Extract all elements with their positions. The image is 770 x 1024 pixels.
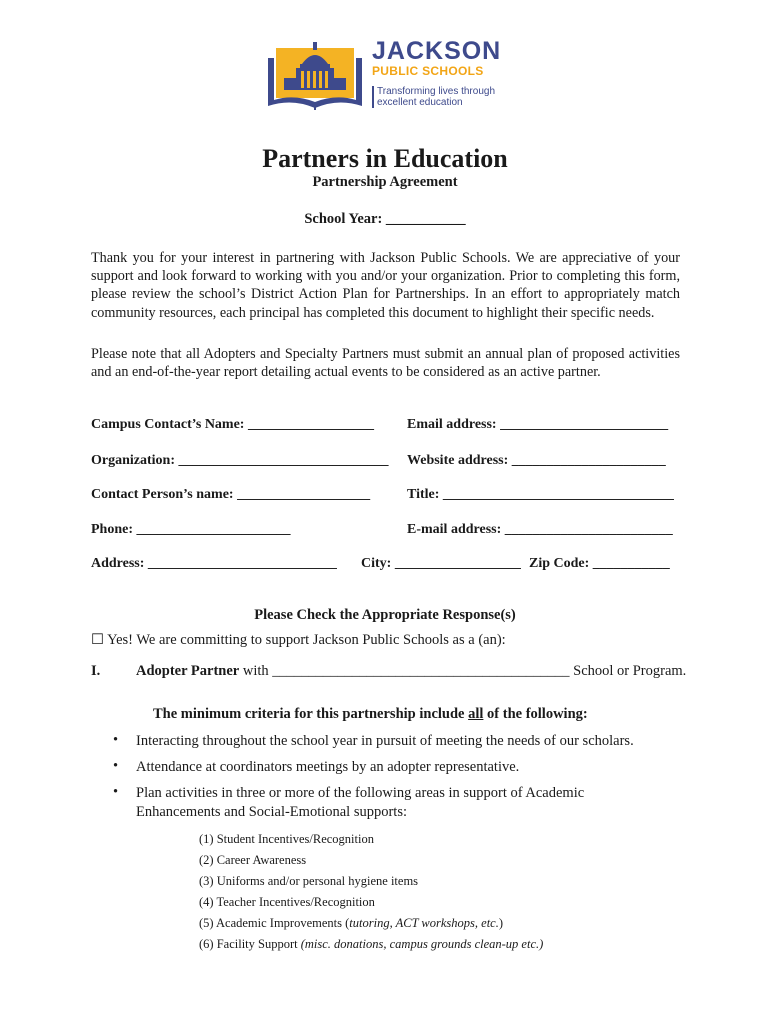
campus-contact-field[interactable]: Campus Contact’s Name: __________________ [91, 417, 374, 432]
organization-field[interactable]: Organization: ______________________________ [91, 453, 389, 468]
contact-person-field[interactable]: Contact Person’s name: ___________________ [91, 487, 371, 502]
jps-logo [266, 38, 506, 114]
bullet-icon: • [113, 732, 119, 748]
area-item: (1) Student Incentives/Recognition [199, 832, 374, 846]
adopter-partner-line[interactable] [136, 663, 686, 680]
criteria-text-emphasis: all [468, 706, 484, 722]
area-item: (4) Teacher Incentives/Recognition [199, 895, 375, 909]
city-field[interactable]: City: __________________ [361, 556, 521, 571]
area-item-text: (6) Facility Support [199, 937, 301, 951]
area-item-example: (misc. donations, campus grounds clean-up etc.) [300, 937, 544, 951]
email-address-field[interactable]: E-mail address: ________________________ [407, 522, 673, 537]
area-item: (2) Career Awareness [199, 853, 307, 867]
area-item [199, 937, 543, 952]
email-field[interactable]: Email address: ________________________ [407, 417, 669, 432]
website-field[interactable]: Website address: ______________________ [407, 453, 666, 468]
criteria-item: Attendance at coordinators meetings by an adopter representative. [136, 759, 520, 775]
adopter-partner-label: Adopter Partner [136, 663, 240, 679]
response-heading: Please Check the Appropriate Response(s) [254, 607, 516, 623]
yes-checkbox-option[interactable]: ☐ Yes! We are committing to support Jackson Public Schools as a (an): [91, 632, 506, 648]
address-field[interactable]: Address: ___________________________ [91, 556, 337, 571]
book-capitol-logo-icon [266, 40, 364, 112]
document-title: Partners in Education [262, 144, 508, 173]
section-numeral: I. [91, 663, 101, 679]
criteria-text-post: of the following: [483, 706, 588, 722]
phone-field[interactable]: Phone: ______________________ [91, 522, 291, 537]
note-paragraph: Please note that all Adopters and Specialty Partners must submit an annual plan of proposed activities and an end-of-the-year report detailing actual events to be considered as an active partner. [91, 346, 680, 381]
criteria-text-pre: The minimum criteria for this partnership include [153, 706, 469, 722]
area-item-suffix: ) [498, 916, 504, 930]
bullet-icon: • [113, 758, 119, 774]
area-item: (3) Uniforms and/or personal hygiene items [199, 874, 419, 888]
adopter-partner-blank: with _________________________________________ School or Program. [239, 663, 687, 679]
brand-subname: PUBLIC SCHOOLS [372, 64, 484, 78]
brand-name: JACKSON [372, 37, 502, 65]
tagline-line2: excellent education [377, 97, 463, 108]
criteria-item: Plan activities in three or more of the following areas in support of Academic Enhancements and Social-Emotional supports: [136, 785, 585, 820]
tagline-line1: Transforming lives through [377, 86, 496, 97]
bullet-icon: • [113, 784, 119, 800]
document-subtitle: Partnership Agreement [312, 174, 458, 190]
title-field[interactable]: Title: _________________________________ [407, 487, 674, 502]
criteria-heading [153, 706, 588, 723]
area-item [199, 916, 503, 931]
area-item-example: tutoring, ACT workshops, etc. [349, 916, 499, 930]
criteria-item: Interacting throughout the school year in pursuit of meeting the needs of our scholars. [136, 733, 634, 749]
school-year-field[interactable]: School Year: ___________ [304, 211, 466, 227]
zip-code-field[interactable]: Zip Code: ___________ [529, 556, 670, 571]
area-item-text: (5) Academic Improvements ( [199, 916, 350, 930]
intro-paragraph: Thank you for your interest in partnering with Jackson Public Schools. We are appreciative of your support and look forward to working with you and/or your organization. Prior to completing this form, please review the school’s District Action Plan for Partnerships. In an effort to appropriately match community resources, each principal has completed this document to highlight their specific needs. [91, 250, 680, 321]
